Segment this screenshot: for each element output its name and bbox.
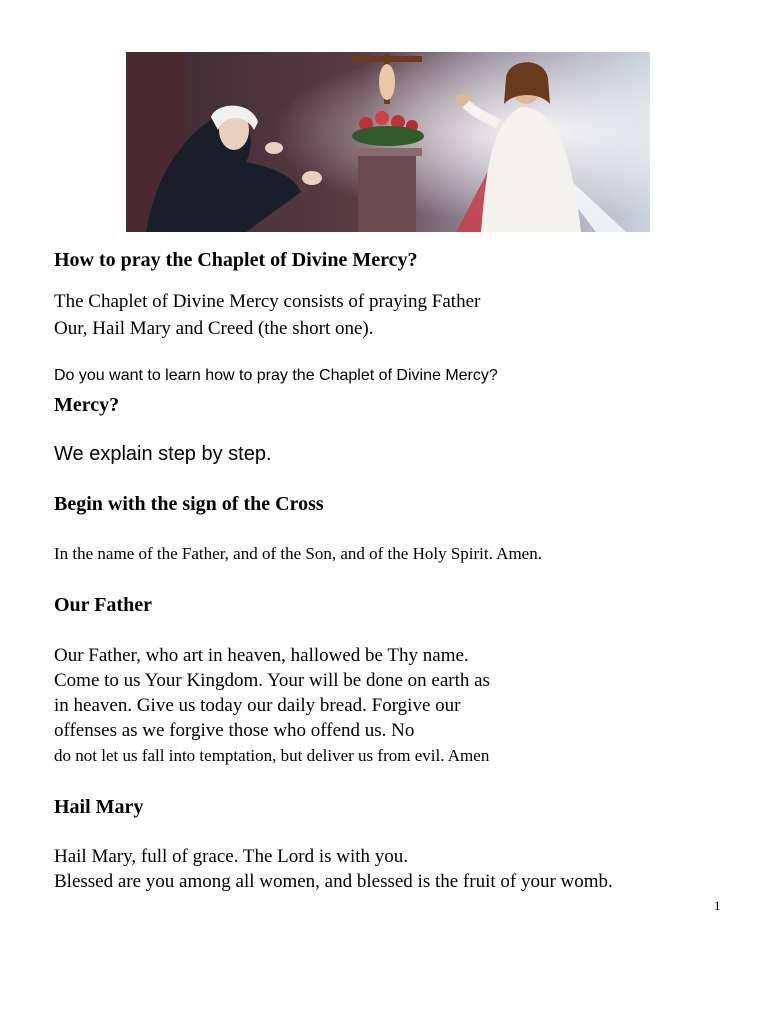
- our-father-line-3: in heaven. Give us today our daily bread. Forgive our: [54, 695, 461, 716]
- question-text: Do you want to learn how to pray the Chaplet of Divine Mercy?: [54, 367, 498, 384]
- sign-of-cross-heading: Begin with the sign of the Cross: [54, 493, 324, 515]
- divine-mercy-painting-icon: [126, 52, 650, 232]
- our-father-heading: Our Father: [54, 594, 152, 616]
- hail-mary-heading: Hail Mary: [54, 796, 144, 818]
- explain-text: We explain step by step.: [54, 443, 272, 465]
- intro-line-1: The Chaplet of Divine Mercy consists of praying Father: [54, 291, 481, 312]
- our-father-line-5: do not let us fall into temptation, but deliver us from evil. Amen: [54, 746, 490, 765]
- our-father-line-4: offenses as we forgive those who offend us. No: [54, 720, 415, 741]
- hail-mary-line-2: Blessed are you among all women, and blessed is the fruit of your womb.: [54, 871, 613, 892]
- page-title: How to pray the Chaplet of Divine Mercy?: [54, 249, 418, 271]
- our-father-line-1: Our Father, who art in heaven, hallowed be Thy name.: [54, 645, 469, 666]
- our-father-line-2: Come to us Your Kingdom. Your will be done on earth as: [54, 670, 490, 691]
- question-trailing: Mercy?: [54, 394, 120, 416]
- page-number: 1: [714, 898, 721, 913]
- divine-mercy-image: [126, 52, 650, 232]
- hail-mary-line-1: Hail Mary, full of grace. The Lord is with you.: [54, 846, 409, 867]
- sign-of-cross-text: In the name of the Father, and of the Son, and of the Holy Spirit. Amen.: [54, 544, 542, 563]
- intro-line-2: Our, Hail Mary and Creed (the short one).: [54, 318, 374, 339]
